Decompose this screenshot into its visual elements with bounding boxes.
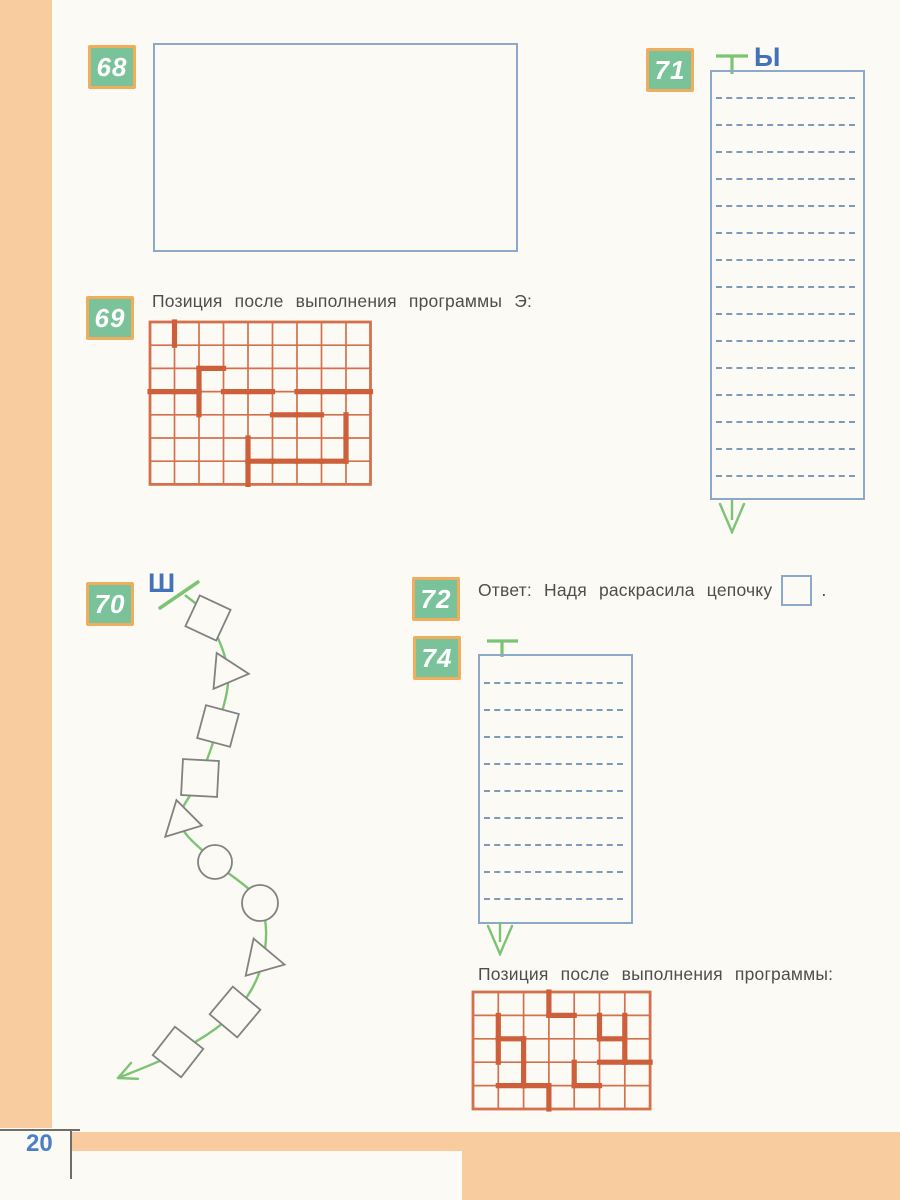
down-arrow-icon — [486, 922, 514, 956]
robot-field-grid-74[interactable] — [470, 989, 653, 1112]
ruled-line — [716, 97, 855, 99]
task-badge-70: 70 — [86, 582, 134, 626]
footer-corner-block — [462, 1151, 900, 1200]
ruled-line — [484, 844, 623, 846]
ruled-line — [716, 340, 855, 342]
answer-period-72: . — [821, 580, 827, 600]
task-badge-71: 71 — [646, 48, 694, 92]
task-badge-74: 74 — [413, 636, 461, 680]
ruled-line — [716, 286, 855, 288]
footer-band — [72, 1132, 900, 1151]
ruled-line — [716, 205, 855, 207]
ruled-line — [716, 394, 855, 396]
answer-area-68[interactable] — [153, 43, 518, 252]
ruled-line — [716, 124, 855, 126]
ruled-line — [484, 817, 623, 819]
ruled-line — [716, 367, 855, 369]
task-badge-69: 69 — [86, 296, 134, 340]
ruled-line — [484, 709, 623, 711]
ruled-line — [716, 313, 855, 315]
ruled-line — [716, 421, 855, 423]
left-margin-band — [0, 0, 52, 1128]
footer-rule-vertical — [70, 1129, 72, 1179]
writing-area-71[interactable] — [710, 70, 865, 500]
caption-74: Позиция после выполнения программы: — [478, 964, 834, 984]
ruled-line — [716, 151, 855, 153]
ruled-line — [484, 898, 623, 900]
ruled-line — [484, 763, 623, 765]
ruled-line — [716, 178, 855, 180]
answer-row-72 — [478, 575, 826, 606]
caption-69: Позиция после выполнения программы Э: — [152, 291, 533, 311]
ruled-line — [716, 232, 855, 234]
ruled-line — [484, 736, 623, 738]
task-badge-72: 72 — [412, 577, 460, 621]
ruled-line — [716, 475, 855, 477]
bead-chain-illustration-70 — [95, 570, 330, 1100]
chain-name-label-71: Ы — [754, 42, 781, 72]
chain-name-label-70: Ш — [148, 568, 176, 598]
down-arrow-icon — [718, 500, 746, 534]
writing-area-74[interactable] — [478, 654, 633, 924]
ruled-line — [484, 682, 623, 684]
page-number: 20 — [26, 1130, 53, 1157]
task-badge-68: 68 — [88, 45, 136, 89]
ruled-line — [716, 259, 855, 261]
ruled-line — [716, 448, 855, 450]
answer-text-72: Ответ: Надя раскрасила цепочку — [478, 580, 773, 600]
ruled-line — [484, 790, 623, 792]
answer-box-72[interactable] — [781, 575, 812, 606]
ruled-line — [484, 871, 623, 873]
robot-field-grid-69[interactable] — [147, 319, 374, 487]
